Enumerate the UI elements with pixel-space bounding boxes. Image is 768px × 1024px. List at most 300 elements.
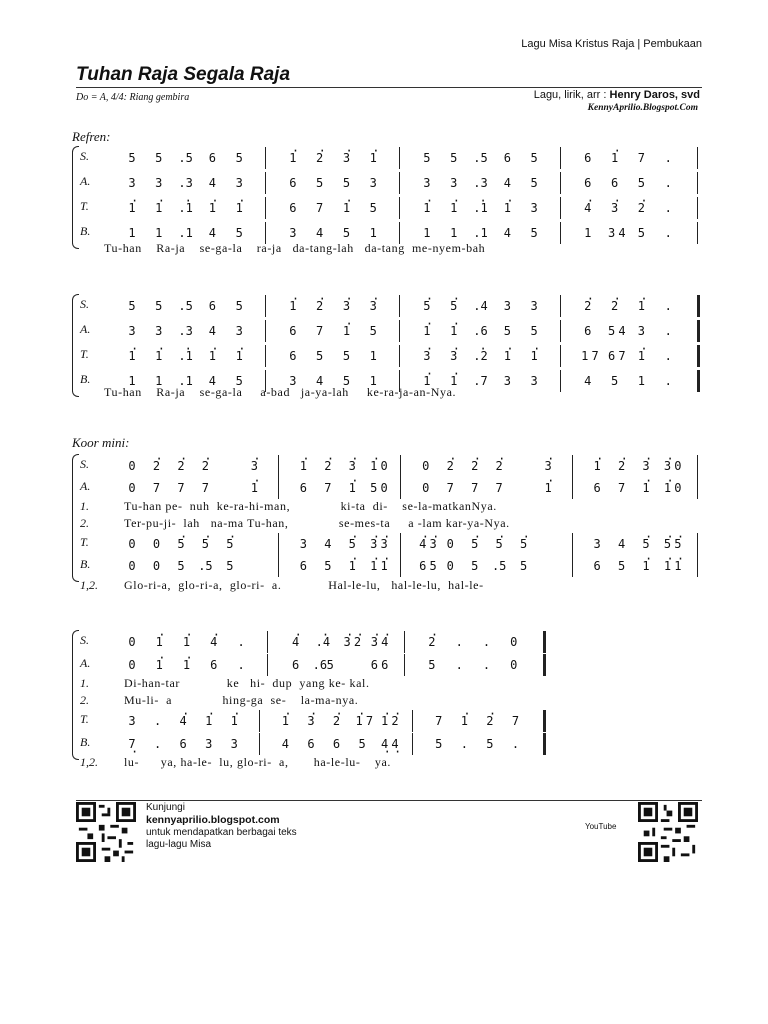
note: 5 — [342, 226, 351, 240]
note: .1 — [473, 226, 488, 240]
barline — [278, 555, 279, 577]
note: 5 — [530, 176, 538, 190]
note: 5 — [235, 226, 243, 240]
barline — [267, 631, 268, 653]
note: · 2 — [580, 298, 596, 314]
barline — [399, 320, 400, 342]
note: · 1 — [204, 348, 220, 364]
note: 5 — [607, 324, 616, 338]
voice-label: B. — [80, 372, 91, 386]
note: .3 — [473, 176, 488, 190]
note: 6 — [291, 658, 300, 672]
barline — [572, 455, 573, 477]
barline — [572, 533, 573, 555]
note: 3 — [205, 737, 213, 751]
note: · 1 — [499, 348, 515, 364]
note: · 1 — [285, 298, 301, 314]
note: 5 — [235, 374, 243, 388]
site-url: kennyaprilio.blogspot.com — [146, 814, 280, 826]
note: · .1 — [473, 200, 489, 216]
note: 3 — [128, 714, 136, 728]
series-label: Lagu Misa Kristus Raja | Pembukaan — [521, 38, 702, 50]
note: · 3 — [339, 634, 355, 650]
note: 5 — [369, 201, 377, 215]
note: · 1 — [670, 558, 686, 574]
note: . — [153, 714, 162, 728]
note: · 1 — [499, 200, 515, 216]
note: 1 — [128, 226, 136, 240]
note: . — [153, 737, 162, 751]
note: · 2 — [482, 713, 498, 729]
voice-label: S. — [80, 457, 89, 471]
note: 1 — [581, 349, 589, 363]
note: 4 · — [387, 736, 403, 752]
note: · 3 — [344, 458, 360, 474]
note: 0 — [128, 537, 136, 551]
note: · 1 — [633, 298, 649, 314]
note: · 5 — [419, 298, 435, 314]
voice-label: B. — [80, 735, 91, 749]
note: 3 — [530, 299, 538, 313]
voice-label: T. — [80, 712, 89, 726]
song-title: Tuhan Raja Segala Raja — [76, 64, 291, 85]
note: · .4 — [315, 634, 331, 650]
note: · 1 — [446, 200, 462, 216]
barline — [400, 455, 401, 477]
note: · 1 — [377, 713, 393, 729]
note: · 1 — [246, 480, 262, 496]
note: · 1 — [366, 558, 382, 574]
system-brace — [72, 294, 79, 397]
voice-label: A. — [80, 174, 91, 188]
barline — [543, 710, 546, 732]
note: · 1 — [201, 713, 217, 729]
system-brace — [72, 146, 79, 249]
note: · 5 — [197, 536, 213, 552]
note: 3 — [155, 176, 163, 190]
title-rule — [76, 87, 702, 88]
note: · 5 — [660, 536, 676, 552]
note: · 3 — [446, 348, 462, 364]
note: · 4 — [580, 200, 596, 216]
lyrics-line: Tu-han Ra-ja se-ga-la a-bad ja-ya-lah ke-ra-ja-an-Nya. — [104, 385, 457, 399]
note: 7 — [511, 714, 520, 728]
barline — [265, 345, 266, 367]
note: . — [460, 737, 468, 751]
note: 3 — [593, 537, 601, 551]
note: · 1 — [419, 200, 435, 216]
note: 6 — [584, 324, 592, 338]
note: 5 — [155, 151, 163, 165]
verse-label: 1,2. — [80, 755, 98, 769]
note: · 3 — [607, 200, 623, 216]
note: · 5 — [173, 536, 189, 552]
barline — [560, 295, 561, 317]
note: 7 — [471, 481, 479, 495]
note: · 4 — [377, 634, 393, 650]
note: · 1 — [376, 558, 392, 574]
barline — [259, 710, 260, 732]
barline — [399, 197, 400, 219]
note: · 2 — [312, 150, 328, 166]
barline — [697, 172, 698, 194]
note: 0 — [128, 481, 136, 495]
note: · 1 — [633, 348, 649, 364]
note: .4 — [473, 299, 488, 313]
note: · 1 — [660, 558, 676, 574]
note: 5 — [326, 658, 334, 672]
lyrics-line: lu- ya, ha-le- lu, glo-ri- a, ha-le-lu- ya. — [124, 755, 391, 769]
note: . — [455, 635, 463, 649]
verse-label: 1. — [80, 676, 89, 690]
verse-label: 1,2. — [80, 578, 98, 592]
barline — [697, 555, 698, 577]
note: 0 — [128, 635, 136, 649]
note: 5 — [324, 559, 332, 573]
note: 6 — [208, 299, 217, 313]
note: 3 — [530, 374, 538, 388]
note: · 1 — [338, 200, 354, 216]
note: 3 — [128, 324, 136, 338]
barline — [278, 533, 279, 555]
note: 5 — [316, 349, 324, 363]
note: · 1 — [338, 323, 354, 339]
note: 0 — [422, 481, 430, 495]
note: · 5 — [516, 536, 532, 552]
barline — [697, 455, 698, 477]
note: · 2 — [173, 458, 189, 474]
verse-label: 1. — [80, 499, 89, 513]
note: · 1 — [151, 348, 167, 364]
note: · 1 — [526, 348, 542, 364]
note: 6 — [610, 176, 619, 190]
note: · .2 — [473, 348, 489, 364]
note: .5 — [178, 151, 193, 165]
verse-label: 2. — [80, 693, 89, 707]
voice-label: A. — [80, 322, 91, 336]
note: 5 — [450, 151, 458, 165]
note: 6 — [289, 349, 297, 363]
barline — [412, 710, 413, 732]
note: 4 — [503, 226, 511, 240]
note: 7 — [177, 481, 185, 495]
note: 5 — [530, 226, 538, 240]
note: · 3 — [366, 536, 382, 552]
voice-label: T. — [80, 347, 89, 361]
note: 3 — [230, 737, 238, 751]
note: 4 — [316, 374, 324, 388]
note: · 5 — [344, 536, 360, 552]
note: . — [664, 349, 672, 363]
note: 5 — [177, 559, 185, 573]
note: 4 — [208, 226, 217, 240]
note: · 3 — [338, 150, 354, 166]
voice-label: T. — [80, 535, 89, 549]
note: 3 — [503, 374, 511, 388]
qr-code-icon — [638, 802, 698, 862]
visit-label: Kunjungi — [146, 802, 185, 813]
note: 1 — [450, 226, 458, 240]
note: · .1 — [178, 348, 194, 364]
note: . — [237, 658, 245, 672]
note: 6 — [503, 151, 511, 165]
note: · 1 — [540, 480, 556, 496]
note: 5 — [342, 349, 351, 363]
note: 6 — [593, 559, 601, 573]
note: .6 — [312, 658, 328, 672]
note: · 1 — [446, 323, 462, 339]
barline — [543, 631, 546, 653]
note: 3 — [423, 176, 431, 190]
note: · 1 — [365, 150, 381, 166]
note: · 3 — [638, 458, 654, 474]
note: · 1 — [638, 558, 654, 574]
note: . — [664, 201, 672, 215]
note: .1 — [178, 226, 193, 240]
note: · 3 — [660, 458, 676, 474]
note: 0 — [422, 459, 430, 473]
note: .6 — [473, 324, 488, 338]
note: 3 — [299, 537, 307, 551]
note: 7 — [446, 481, 454, 495]
barline — [267, 654, 268, 676]
note: .3 — [178, 176, 193, 190]
note: 3 — [289, 226, 297, 240]
note: · 1 — [151, 200, 167, 216]
barline — [572, 555, 573, 577]
lyrics-line: Glo-ri-a, glo-ri-a, glo-ri- a. Hal-le-lu, hal-le-lu, hal-le- — [124, 578, 484, 592]
note: 1 — [155, 374, 163, 388]
note: 0 — [152, 559, 161, 573]
barline — [399, 295, 400, 317]
note: . — [664, 151, 672, 165]
note: 3 — [503, 299, 511, 313]
note: 4 — [316, 226, 324, 240]
note: 5 — [370, 481, 378, 495]
note: · 2 — [387, 713, 403, 729]
note: 6 — [299, 559, 307, 573]
note: 5 — [637, 176, 645, 190]
system-brace — [72, 454, 79, 582]
barline — [697, 345, 700, 367]
note: · 5 — [222, 536, 238, 552]
note: 0 — [510, 635, 518, 649]
credit-label: Lagu, lirik, arr : — [533, 89, 610, 101]
note: · 2 — [320, 458, 336, 474]
barline — [400, 555, 401, 577]
note: · 1 — [456, 713, 472, 729]
barline — [697, 147, 698, 169]
note: · 3 — [246, 458, 262, 474]
system-brace — [72, 630, 79, 760]
barline — [265, 147, 266, 169]
qr-code-icon — [76, 802, 136, 862]
note: · 1 — [124, 348, 140, 364]
note: 7 — [591, 349, 599, 363]
note: .5 — [198, 559, 213, 573]
note: 0 — [446, 559, 454, 573]
footer-rule — [76, 800, 702, 801]
note: · 1 — [589, 458, 605, 474]
note: · 1 — [285, 150, 301, 166]
note: 5 — [486, 737, 494, 751]
note: 5 — [128, 299, 136, 313]
note: 5 — [520, 559, 528, 573]
note: · 1 — [638, 480, 654, 496]
note: . — [664, 299, 672, 313]
note: . — [664, 226, 672, 240]
note: 0 — [510, 658, 518, 672]
note: 3 — [450, 176, 458, 190]
note: · 2 — [350, 634, 366, 650]
note: 7 · — [124, 736, 140, 752]
barline — [400, 477, 401, 499]
note: 6 — [289, 324, 297, 338]
verse-label: 2. — [80, 516, 89, 530]
note: 5 — [617, 559, 626, 573]
note: 0 — [674, 481, 682, 495]
note: 4 · — [377, 736, 393, 752]
note: · 4 — [415, 536, 431, 552]
note: 6 — [584, 151, 592, 165]
note: 5 — [637, 226, 645, 240]
voice-label: S. — [80, 633, 89, 647]
note: 6 — [307, 737, 315, 751]
barline — [265, 320, 266, 342]
note: · 2 — [197, 458, 213, 474]
site-credit: KennyAprilio.Blogspot.Com — [587, 103, 698, 113]
note: 0 — [128, 559, 136, 573]
note: 1 — [584, 226, 592, 240]
note: 1 — [369, 226, 377, 240]
note: 3 — [235, 324, 243, 338]
note: 4 — [281, 737, 289, 751]
barline — [560, 370, 561, 392]
note: 5 — [428, 658, 436, 672]
note: 6 — [607, 349, 616, 363]
barline — [560, 345, 561, 367]
note: · 1 — [344, 480, 360, 496]
note: . — [482, 658, 491, 672]
note: 6 — [370, 658, 378, 672]
note: 4 — [503, 176, 511, 190]
note: 3 — [235, 176, 243, 190]
note: · 1 — [124, 200, 140, 216]
barline — [697, 295, 700, 317]
lyrics-line: Ter-pu-ji- lah na-ma Tu-han, se-mes-ta a -lam kar-ya-Nya. — [124, 516, 510, 530]
footer-info — [146, 802, 297, 851]
note: 1 — [423, 226, 431, 240]
note: · 1 — [366, 458, 382, 474]
note: 4 — [208, 324, 217, 338]
note: · 3 — [365, 298, 381, 314]
note: 6 — [332, 737, 341, 751]
note: 6 — [179, 737, 187, 751]
note: · 1 — [151, 657, 167, 673]
note: · 3 — [338, 298, 354, 314]
note: 1 — [155, 226, 163, 240]
note: · 5 — [491, 536, 507, 552]
note: · 1 — [179, 634, 195, 650]
note: 4 — [617, 537, 626, 551]
barline — [697, 222, 698, 244]
note: 0 — [128, 459, 136, 473]
note: · 5 — [670, 536, 686, 552]
barline — [265, 197, 266, 219]
note: 7 — [324, 481, 332, 495]
note: 7 — [618, 349, 626, 363]
note: . — [664, 374, 672, 388]
note: .1 — [178, 374, 193, 388]
voice-label: T. — [80, 199, 89, 213]
note: · 1 — [660, 480, 676, 496]
note: 5 — [155, 299, 163, 313]
note: · 2 — [467, 458, 483, 474]
note: . — [482, 635, 491, 649]
note: . — [511, 737, 520, 751]
note: 6 — [289, 176, 297, 190]
note: 3 — [369, 176, 377, 190]
note: · 1 — [151, 634, 167, 650]
voice-label: S. — [80, 149, 89, 163]
note: 4 — [584, 374, 592, 388]
note: 3 — [530, 201, 538, 215]
note: 1 — [128, 374, 136, 388]
note: 5 — [503, 324, 511, 338]
barline — [259, 733, 260, 755]
note: · .1 — [178, 200, 194, 216]
note: 0 — [446, 537, 454, 551]
note: 1 — [369, 349, 377, 363]
note: 0 — [380, 459, 388, 473]
note: 3 — [607, 226, 616, 240]
note: 5 — [429, 559, 437, 573]
composer: Henry Daros, svd — [609, 89, 700, 101]
barline — [560, 222, 561, 244]
note: · 2 — [633, 200, 649, 216]
barline — [697, 370, 700, 392]
footer-line-2: lagu-lagu Misa — [146, 839, 212, 850]
note: 7 — [201, 481, 210, 495]
note: 5 — [369, 324, 377, 338]
note: . — [664, 176, 672, 190]
barline — [399, 172, 400, 194]
note: · 5 — [467, 536, 483, 552]
note: · 3 — [419, 348, 435, 364]
note: · 2 — [614, 458, 630, 474]
note: 6 — [289, 201, 297, 215]
note: · 4 — [288, 634, 304, 650]
note: · 2 — [442, 458, 458, 474]
note: 0 — [152, 537, 161, 551]
note: 5 — [342, 176, 351, 190]
note: 5 — [226, 559, 234, 573]
lyrics-line: Di-han-tar ke hi- dup yang ke- kal. — [124, 676, 370, 690]
note: · 1 — [344, 558, 360, 574]
note: 4 — [208, 176, 217, 190]
footer-line-1: untuk mendapatkan berbagai teks — [146, 827, 297, 838]
note: · 2 — [424, 634, 440, 650]
note: · 2 — [491, 458, 507, 474]
barline — [404, 631, 405, 653]
note: 6 — [208, 151, 217, 165]
note: 6 — [299, 481, 307, 495]
note: .5 — [491, 559, 507, 573]
note: · 1 — [419, 373, 435, 389]
note: 5 — [530, 151, 538, 165]
barline — [572, 477, 573, 499]
barline — [404, 654, 405, 676]
